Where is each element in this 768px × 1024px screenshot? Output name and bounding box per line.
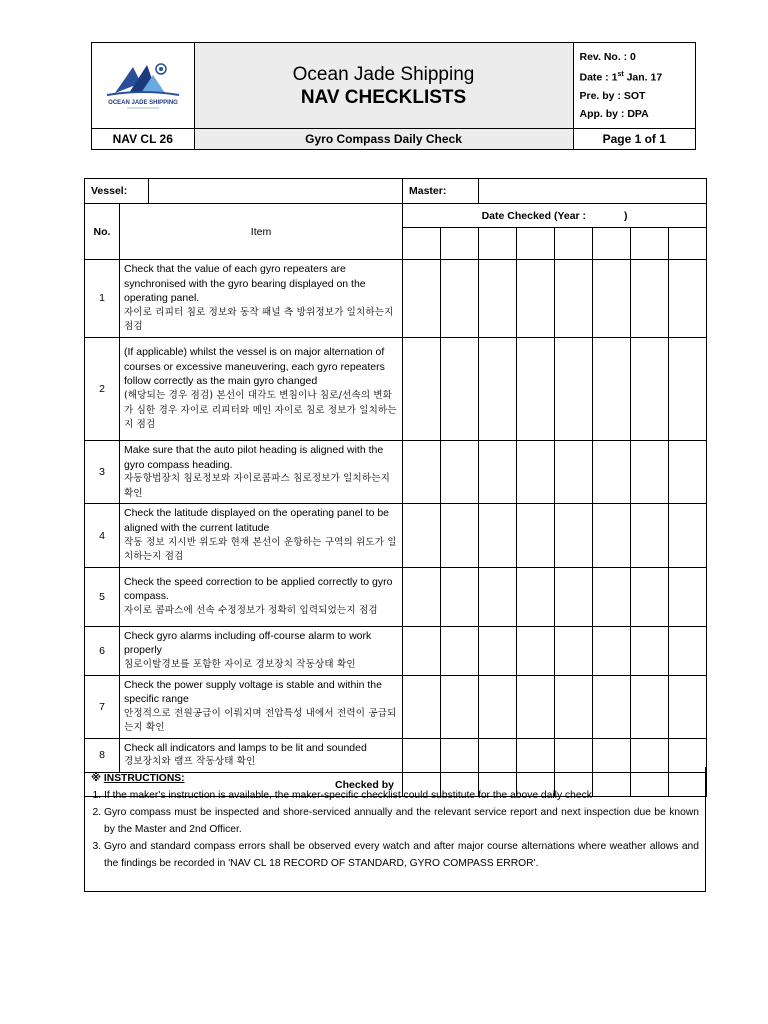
check-cell[interactable] (631, 504, 669, 567)
check-cell[interactable] (555, 260, 593, 338)
no-header: No. (85, 204, 120, 260)
check-cell[interactable] (593, 260, 631, 338)
check-cell[interactable] (631, 440, 669, 503)
checklist-row (85, 675, 707, 738)
check-cell[interactable] (555, 675, 593, 738)
item-text: Check the latitude displayed on the operating panel to be aligned with the current latitude 작동 정보 지시반 위도와 현재 본선이 운항하는 구역의 위도가 일치하는지 점검 (120, 504, 403, 567)
item-number: 4 (85, 504, 120, 567)
check-cell[interactable] (669, 504, 707, 567)
check-cell[interactable] (631, 626, 669, 675)
check-cell[interactable] (555, 504, 593, 567)
check-cell[interactable] (593, 626, 631, 675)
revision-info (573, 43, 696, 129)
checklist-row (85, 337, 707, 440)
item-number: 1 (85, 260, 120, 338)
document-header (91, 42, 696, 150)
date-cell[interactable] (631, 228, 669, 260)
check-cell[interactable] (479, 567, 517, 626)
check-cell[interactable] (593, 504, 631, 567)
item-text: Check that the value of each gyro repeaters are synchronised with the gyro bearing displayed on the operating panel. 자이로 리피터 침로 정보와 동작 패널 측 방위정보가 일치하는지 점검 (120, 260, 403, 338)
check-cell[interactable] (479, 440, 517, 503)
check-cell[interactable] (441, 504, 479, 567)
check-cell[interactable] (403, 440, 441, 503)
check-cell[interactable] (669, 440, 707, 503)
vessel-row (85, 179, 403, 204)
vessel-field[interactable] (149, 179, 402, 203)
check-cell[interactable] (669, 626, 707, 675)
logo-text: OCEAN JADE SHIPPING (107, 100, 178, 106)
check-cell[interactable] (669, 567, 707, 626)
company-name: Ocean Jade Shipping (292, 63, 475, 85)
instructions-box (84, 767, 706, 892)
date-cell[interactable] (669, 228, 707, 260)
check-cell[interactable] (669, 260, 707, 338)
check-cell[interactable] (517, 260, 555, 338)
prepared-by: Pre. by : SOT (579, 89, 646, 102)
revision-number: Rev. No. : 0 (579, 51, 636, 64)
check-cell[interactable] (555, 567, 593, 626)
check-cell[interactable] (517, 675, 555, 738)
page-indicator: Page 1 of 1 (573, 129, 696, 150)
item-text: Check the power supply voltage is stable and within the specific range 안정적으로 전원공급이 이뤄지며 전압특성 내에서 전력이 공급되는지 확인 (120, 675, 403, 738)
check-cell[interactable] (479, 504, 517, 567)
check-cell[interactable] (403, 567, 441, 626)
item-number: 2 (85, 337, 120, 440)
title-cell (194, 43, 573, 129)
date-cell[interactable] (593, 228, 631, 260)
checklist-row (85, 504, 707, 567)
item-text: (If applicable) whilst the vessel is on major alternation of courses or excessive maneuvering, each gyro repeaters follow correctly as the main gyro changed (해당되는 경우 점검) 본선이 대각도 변침이나 침로/선속의 변화가 심한 경우 자이로 리피터와 메인 자이로 침로 정보가 일치하는지 점검 (120, 337, 403, 440)
item-number: 5 (85, 567, 120, 626)
check-cell[interactable] (479, 675, 517, 738)
check-cell[interactable] (631, 675, 669, 738)
check-cell[interactable] (555, 626, 593, 675)
check-cell[interactable] (517, 626, 555, 675)
date-cell[interactable] (555, 228, 593, 260)
item-header: Item (120, 204, 403, 260)
reference-mark-icon: ※ (91, 773, 102, 784)
check-cell[interactable] (631, 260, 669, 338)
check-cell[interactable] (669, 675, 707, 738)
checklist-row (85, 567, 707, 626)
check-cell[interactable] (441, 567, 479, 626)
item-text: Make sure that the auto pilot heading is aligned with the gyro compass heading. 자동항법장치 침로정보와 자이로콤파스 침로정보가 일치하는지 확인 (120, 440, 403, 503)
check-cell[interactable] (669, 337, 707, 440)
check-cell[interactable] (441, 675, 479, 738)
item-number: 3 (85, 440, 120, 503)
check-cell[interactable] (403, 504, 441, 567)
check-cell[interactable] (441, 440, 479, 503)
check-cell[interactable] (479, 260, 517, 338)
item-number: 8 (85, 738, 120, 772)
check-cell[interactable] (479, 337, 517, 440)
check-cell[interactable] (403, 626, 441, 675)
item-text: Check all indicators and lamps to be lit and sounded 경보장치와 램프 작동상태 확인 (120, 738, 403, 772)
date-checked-header: Date Checked (Year : ) (403, 204, 707, 228)
check-cell[interactable] (593, 567, 631, 626)
item-number: 6 (85, 626, 120, 675)
item-text: Check the speed correction to be applied correctly to gyro compass. 자이로 콤파스에 선속 수정정보가 정확히 입력되었는지 점검 (120, 567, 403, 626)
check-cell[interactable] (555, 337, 593, 440)
ship-logo-icon (101, 53, 185, 113)
master-label: Master: (403, 179, 479, 204)
check-cell[interactable] (517, 440, 555, 503)
date-cell[interactable] (479, 228, 517, 260)
checked-by-label: Checked by (85, 773, 403, 797)
approved-by: App. by : DPA (579, 107, 649, 120)
item-text: Check gyro alarms including off-course alarm to work properly 침로이탈경보를 포함한 자이로 경보장치 작동상태 확인 (120, 626, 403, 675)
check-cell[interactable] (555, 440, 593, 503)
check-cell[interactable] (403, 337, 441, 440)
check-cell[interactable] (631, 337, 669, 440)
master-field[interactable] (479, 179, 707, 204)
check-cell[interactable] (479, 626, 517, 675)
instructions-list (85, 787, 705, 872)
revision-date: Date : 1st Jan. 17 (579, 71, 663, 84)
instruction-item: 2. Gyro compass must be inspected and shore-serviced annually and the relevant service report and next inspection due be known by the Master and 2nd Officer. (104, 804, 705, 838)
document-title: NAV CHECKLISTS (300, 86, 467, 108)
check-cell[interactable] (593, 440, 631, 503)
check-cell[interactable] (517, 504, 555, 567)
document-code: NAV CL 26 (92, 129, 195, 150)
check-cell[interactable] (593, 337, 631, 440)
date-cell[interactable] (441, 228, 479, 260)
checklist-row (85, 260, 707, 338)
check-cell[interactable] (441, 337, 479, 440)
check-cell[interactable] (517, 567, 555, 626)
checklist-table (84, 178, 707, 797)
instruction-item: 1. If the maker's instruction is available, the maker-specific checklist could substitute for the above daily check (104, 787, 705, 804)
company-logo (92, 43, 195, 129)
check-cell[interactable] (631, 567, 669, 626)
check-cell[interactable] (403, 675, 441, 738)
check-cell[interactable] (403, 260, 441, 338)
check-cell[interactable] (593, 675, 631, 738)
checklist-row (85, 626, 707, 675)
check-cell[interactable] (517, 337, 555, 440)
vessel-label: Vessel: (85, 179, 149, 203)
date-cell[interactable] (517, 228, 555, 260)
document-subtitle: Gyro Compass Daily Check (194, 129, 573, 150)
date-cell[interactable] (403, 228, 441, 260)
checklist-row (85, 440, 707, 503)
instruction-item: 3. Gyro and standard compass errors shall be observed every watch and after major course alternations where weather allows and the findings be recorded in 'NAV CL 18 RECORD OF STANDARD, GYRO COMPASS ERROR'. (104, 838, 705, 872)
check-cell[interactable] (441, 260, 479, 338)
item-number: 7 (85, 675, 120, 738)
instructions-heading: ※ INSTRUCTIONS: (91, 773, 185, 784)
check-cell[interactable] (441, 626, 479, 675)
